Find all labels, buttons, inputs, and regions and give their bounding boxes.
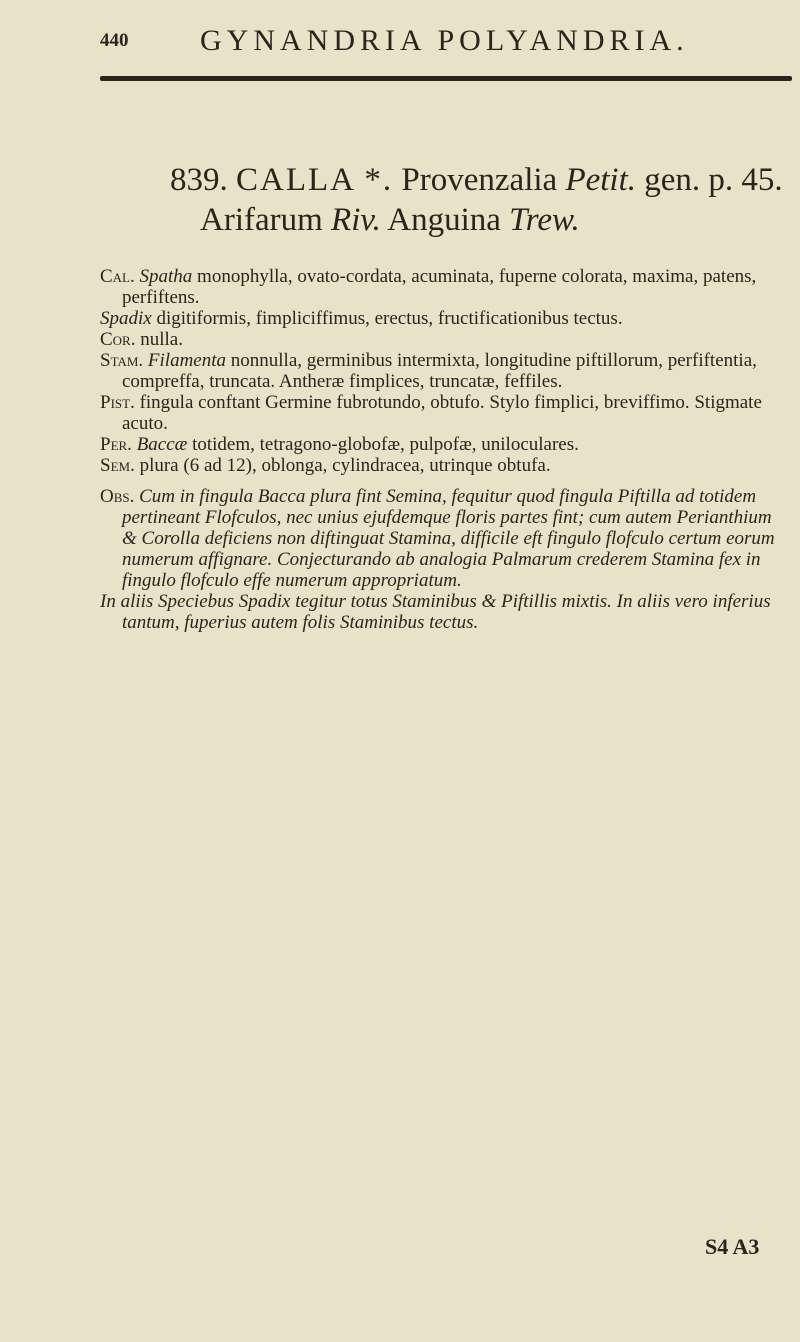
- synonym-reference: gen. p. 45.: [644, 162, 783, 198]
- paragraph-text: plura (6 ad 12), oblonga, cylindracea, utrinque obtufa.: [139, 455, 551, 476]
- header-rule: [100, 76, 792, 81]
- page-number: 440: [100, 30, 129, 51]
- paragraph-text: Cum in fingula Bacca plura fint Semina, fequitur quod fingula Piftilla ad totidem pertineant Flofculos, nec unius ejufdemque floris partes fint; cum autem Perianthium & Corolla deficiens non diftinguat Stamina, difficile eft fingulo flofculo certum eorum numerum affignare. Conjecturando ab analogia Palmarum crederem Stamina fex in fingulo flofculo effe numerum appropriatum.: [122, 486, 775, 591]
- paragraph-calyx: [100, 266, 790, 308]
- paragraph-text: fingula conftant Germine fubrotundo, obtufo. Stylo fimplici, breviffimo. Stigmate acuto.: [122, 392, 762, 434]
- section-label: Obs.: [100, 486, 135, 507]
- paragraph-text: nonnulla, germinibus intermixta, longitudine piftillorum, perfiftentia, compreffa, truncata. Antheræ fimplices, truncatæ, feffiles.: [122, 350, 757, 392]
- paragraph-observations: [100, 486, 790, 591]
- synonym-author: Petit.: [565, 162, 637, 198]
- genus-heading: [170, 160, 783, 240]
- paragraph-pistillum: [100, 392, 790, 434]
- section-label: Cor.: [100, 329, 136, 350]
- paragraph-semina: [100, 455, 790, 476]
- running-title: GYNANDRIA POLYANDRIA.: [200, 24, 689, 57]
- section-label: Pist.: [100, 392, 135, 413]
- section-label: Stam.: [100, 350, 144, 371]
- term: Filamenta: [147, 350, 227, 371]
- paragraph-text: In aliis Speciebus Spadix tegitur totus Staminibus & Piftillis mixtis. In aliis vero inferius tantum, fuperius autem folis Staminibus tectus.: [100, 591, 771, 633]
- synonym-name: Arifarum: [200, 202, 323, 238]
- running-head: [100, 22, 780, 58]
- term: Spatha: [139, 266, 193, 287]
- page-footer: [705, 1234, 759, 1260]
- synonym-author: Riv.: [331, 202, 381, 238]
- section-label: Cal.: [100, 266, 135, 287]
- paragraph-corolla: [100, 329, 790, 350]
- term: Spadix: [100, 308, 152, 329]
- paragraph-text: digitiformis, fimpliciffimus, erectus, fructificationibus tectus.: [156, 308, 623, 329]
- genus-name: CALLA *.: [236, 162, 394, 198]
- synonym-name: Provenzalia: [401, 162, 558, 198]
- signature-mark: S4: [705, 1234, 729, 1259]
- catchword: A3: [732, 1234, 760, 1259]
- genus-number: 839.: [170, 162, 228, 198]
- paragraph-text: totidem, tetragono-globofæ, pulpofæ, uniloculares.: [192, 434, 579, 455]
- synonym-author: Trew.: [509, 202, 580, 238]
- paragraph-spadix: [100, 308, 790, 329]
- paragraph-text: monophylla, ovato-cordata, acuminata, fuperne colorata, maxima, patens, perfiftens.: [122, 266, 757, 308]
- section-label: Per.: [100, 434, 132, 455]
- synonym-name: Anguina: [387, 202, 501, 238]
- paragraph-stamina: [100, 350, 790, 392]
- paragraph-pericarpium: [100, 434, 790, 455]
- description-body: [100, 266, 790, 633]
- paragraph-observations-2: [100, 591, 790, 633]
- section-label: Sem.: [100, 455, 135, 476]
- paragraph-text: nulla.: [140, 329, 183, 350]
- term: Baccæ: [136, 434, 188, 455]
